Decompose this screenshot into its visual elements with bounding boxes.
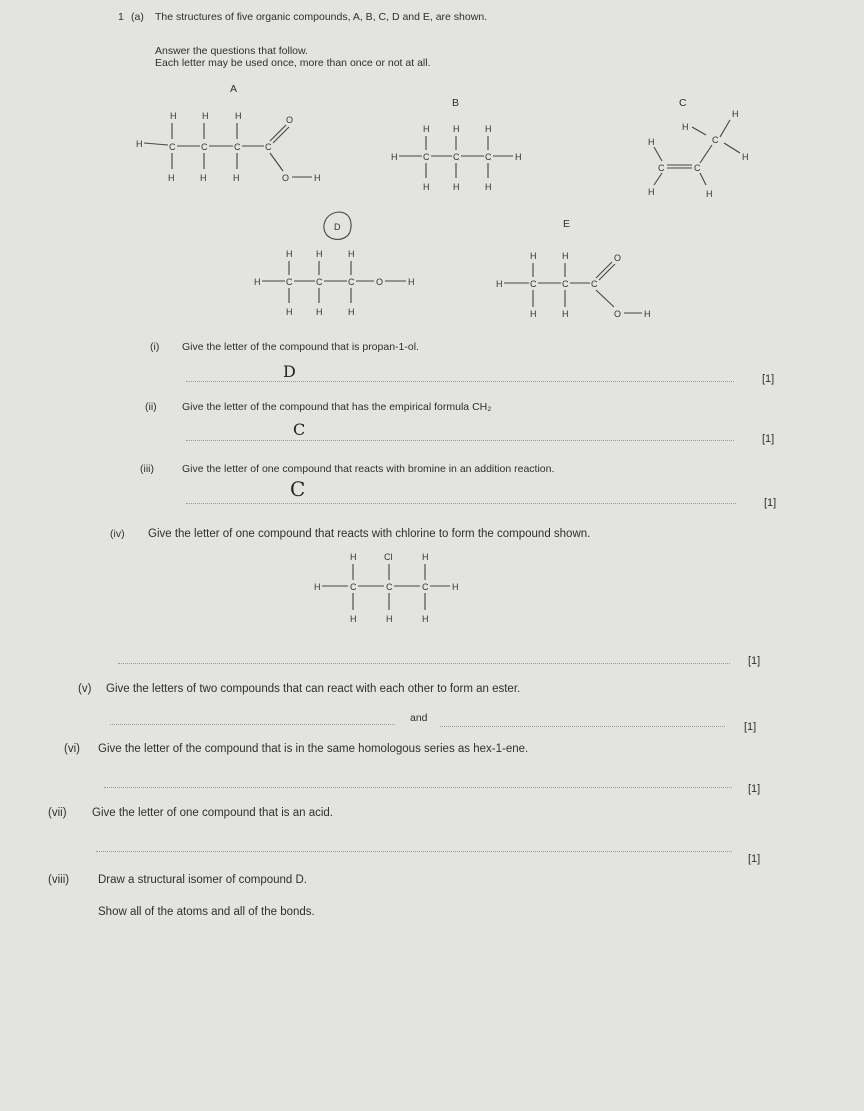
structure-compound-d: [250, 245, 450, 325]
svg-text:H: H: [350, 614, 357, 624]
svg-text:H: H: [530, 309, 537, 319]
label-compound-b: B: [452, 97, 460, 109]
mark-vi: [1]: [748, 783, 761, 795]
question-viii-subtext: Show all of the atoms and all of the bonds.: [98, 906, 315, 918]
svg-text:H: H: [202, 111, 209, 121]
answer-iii: C: [290, 477, 306, 501]
svg-text:H: H: [732, 109, 739, 119]
svg-text:H: H: [314, 582, 321, 592]
question-vii-number: (vii): [48, 807, 67, 819]
svg-text:C: C: [286, 277, 293, 287]
svg-text:H: H: [562, 251, 569, 261]
svg-text:H: H: [682, 122, 689, 132]
intro-text: The structures of five organic compounds, A, B, C, D and E, are shown.: [155, 11, 488, 23]
svg-text:C: C: [591, 279, 598, 289]
svg-text:H: H: [408, 277, 415, 287]
answer-line-i[interactable]: [186, 381, 734, 382]
question-iv-number: (iv): [110, 528, 125, 540]
svg-text:O: O: [376, 277, 384, 287]
svg-text:H: H: [254, 277, 261, 287]
answer-line-v-second[interactable]: [440, 726, 725, 727]
svg-text:H: H: [233, 173, 240, 183]
svg-text:C: C: [422, 582, 429, 592]
svg-text:C: C: [350, 582, 357, 592]
structure-compound-e: [490, 245, 680, 325]
answer-ii: C: [293, 420, 306, 439]
svg-text:C: C: [658, 163, 665, 173]
question-iii-number: (iii): [140, 463, 154, 475]
usage-text: Each letter may be used once, more than once or not at all.: [155, 57, 431, 69]
label-compound-e: E: [563, 218, 571, 230]
part-a-label: (a): [131, 11, 144, 23]
mark-v: [1]: [744, 721, 757, 733]
structure-compound-a: [130, 105, 340, 195]
structure-chloro-product: [310, 548, 480, 628]
svg-text:H: H: [286, 307, 293, 317]
svg-text:C: C: [485, 152, 492, 162]
question-vii-text: Give the letter of one compound that is an acid.: [92, 807, 334, 819]
svg-text:H: H: [706, 189, 713, 199]
label-compound-c: C: [679, 97, 687, 109]
question-viii-number: (viii): [48, 874, 70, 886]
svg-text:C: C: [694, 163, 701, 173]
svg-text:C: C: [348, 277, 355, 287]
svg-text:H: H: [422, 614, 429, 624]
question-vi-text: Give the letter of the compound that is in the same homologous series as hex-1-ene.: [98, 743, 529, 755]
question-i-text: Give the letter of the compound that is propan-1-ol.: [182, 341, 419, 353]
svg-text:H: H: [562, 309, 569, 319]
svg-text:H: H: [235, 111, 242, 121]
svg-text:O: O: [614, 253, 622, 263]
question-iv-text: Give the letter of one compound that reacts with chlorine to form the compound shown.: [148, 528, 591, 540]
question-ii-number: (ii): [145, 401, 157, 413]
svg-text:O: O: [282, 173, 290, 183]
svg-text:H: H: [485, 124, 492, 134]
svg-text:C: C: [530, 279, 537, 289]
svg-text:C: C: [423, 152, 430, 162]
and-text: and: [410, 712, 428, 724]
question-ii-text: Give the letter of the compound that has the empirical formula CH₂: [182, 401, 492, 413]
instruction-text: Answer the questions that follow.: [155, 45, 308, 57]
question-vi-number: (vi): [64, 743, 80, 755]
svg-text:C: C: [265, 142, 272, 152]
svg-text:C: C: [712, 135, 719, 145]
question-v-number: (v): [78, 683, 92, 695]
svg-text:C: C: [386, 582, 393, 592]
svg-text:H: H: [386, 614, 393, 624]
svg-text:H: H: [348, 249, 355, 259]
mark-iv: [1]: [748, 655, 761, 667]
svg-text:H: H: [316, 249, 323, 259]
mark-ii: [1]: [762, 433, 775, 445]
svg-text:H: H: [530, 251, 537, 261]
answer-i: D: [283, 362, 296, 381]
label-compound-a: A: [230, 83, 238, 95]
svg-text:H: H: [136, 139, 143, 149]
mark-i: [1]: [762, 373, 775, 385]
svg-text:H: H: [286, 249, 293, 259]
svg-text:H: H: [423, 182, 430, 192]
answer-line-ii[interactable]: [186, 440, 734, 441]
svg-text:H: H: [453, 182, 460, 192]
svg-text:C: C: [234, 142, 241, 152]
structure-compound-b: [385, 120, 545, 200]
svg-text:H: H: [422, 552, 429, 562]
answer-line-vii[interactable]: [96, 851, 732, 852]
svg-text:C: C: [316, 277, 323, 287]
svg-text:C: C: [453, 152, 460, 162]
svg-text:C: C: [169, 142, 176, 152]
svg-text:H: H: [348, 307, 355, 317]
svg-text:H: H: [314, 173, 321, 183]
svg-text:H: H: [316, 307, 323, 317]
question-v-text: Give the letters of two compounds that can react with each other to form an ester.: [106, 683, 521, 695]
svg-text:H: H: [350, 552, 357, 562]
structure-compound-c: [640, 105, 770, 205]
mark-iii: [1]: [764, 497, 777, 509]
label-circle-d: [320, 208, 356, 244]
answer-line-iv[interactable]: [118, 663, 730, 664]
svg-text:O: O: [286, 115, 294, 125]
answer-line-iii[interactable]: [186, 503, 736, 504]
drawing-area-viii[interactable]: [90, 930, 790, 1100]
question-viii-text: Draw a structural isomer of compound D.: [98, 874, 307, 886]
answer-line-vi[interactable]: [104, 787, 732, 788]
question-iii-text: Give the letter of one compound that reacts with bromine in an addition reaction.: [182, 463, 555, 475]
mark-vii: [1]: [748, 853, 761, 865]
svg-text:D: D: [334, 222, 341, 232]
svg-text:H: H: [453, 124, 460, 134]
svg-text:H: H: [391, 152, 398, 162]
svg-text:H: H: [200, 173, 207, 183]
question-number: 1: [118, 11, 124, 23]
question-i-number: (i): [150, 341, 160, 353]
svg-text:H: H: [496, 279, 503, 289]
svg-text:H: H: [742, 152, 749, 162]
svg-text:H: H: [644, 309, 651, 319]
svg-text:H: H: [423, 124, 430, 134]
svg-text:Cl: Cl: [384, 552, 393, 562]
svg-text:H: H: [648, 137, 655, 147]
svg-text:H: H: [648, 187, 655, 197]
svg-text:H: H: [170, 111, 177, 121]
answer-line-v-first[interactable]: [110, 724, 395, 725]
svg-text:O: O: [614, 309, 622, 319]
svg-text:H: H: [168, 173, 175, 183]
svg-text:H: H: [515, 152, 522, 162]
svg-text:H: H: [485, 182, 492, 192]
svg-text:C: C: [201, 142, 208, 152]
svg-text:C: C: [562, 279, 569, 289]
svg-text:H: H: [452, 582, 459, 592]
